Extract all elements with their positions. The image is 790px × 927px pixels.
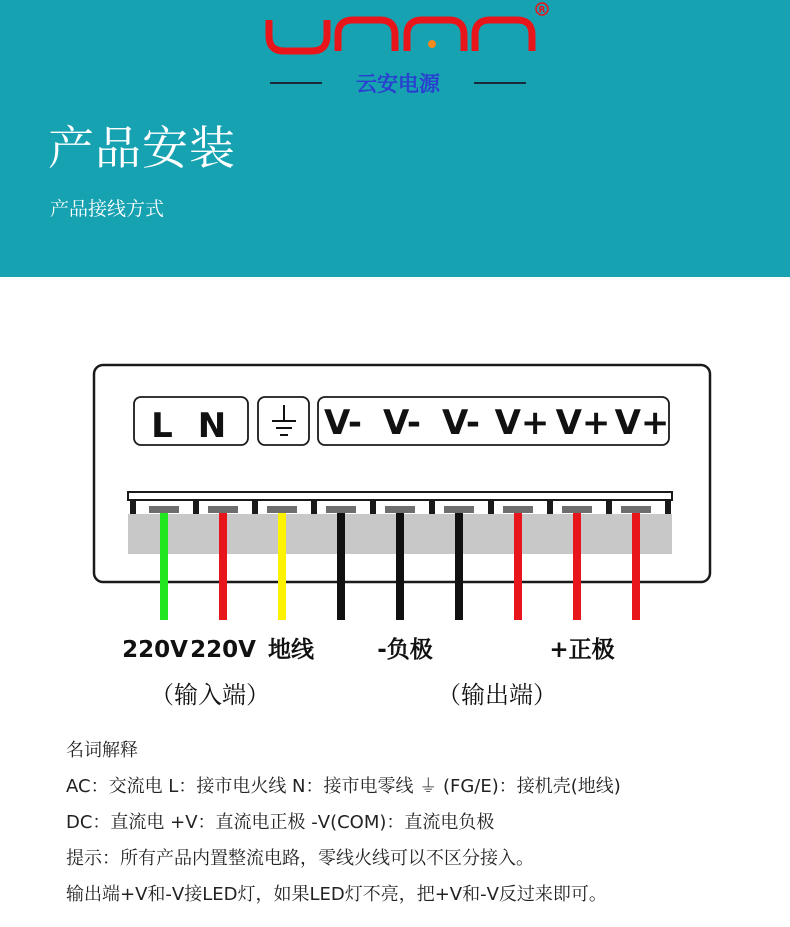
terminal-separator	[130, 500, 136, 514]
terminal-separator	[429, 500, 435, 514]
divider-right	[474, 82, 526, 84]
header-banner	[0, 0, 790, 277]
wire	[514, 513, 522, 620]
section-subtitle: 产品接线方式	[50, 198, 165, 220]
terminal-separator	[665, 500, 671, 514]
terminal-label-output: V+	[494, 403, 550, 443]
terminal-screw	[385, 506, 415, 513]
brand-row	[270, 66, 526, 100]
terminal-screw	[149, 506, 179, 513]
input-group-label: （输入端）	[150, 681, 270, 709]
terminal-label-output: V+	[555, 403, 611, 443]
wire-label-ground: 地线	[268, 637, 314, 663]
glossary-line-1: AC：交流电 L：接市电火线 N：接市电零线 ⏚ (FG/E)：接机壳(地线)	[66, 776, 621, 797]
output-group-label: （输出端）	[437, 681, 557, 709]
terminal-screw	[621, 506, 651, 513]
wire-label-l: 220V	[122, 637, 188, 663]
terminal-screw	[562, 506, 592, 513]
terminal-separator	[193, 500, 199, 514]
wire	[219, 513, 227, 620]
terminal-screw	[208, 506, 238, 513]
terminal-separator	[547, 500, 553, 514]
wire	[632, 513, 640, 620]
terminal-label-output: V-	[324, 403, 362, 443]
divider-left	[270, 82, 322, 84]
wire	[160, 513, 168, 620]
terminal-strip-top	[128, 492, 672, 500]
glossary-line-4: 输出端+V和-V接LED灯，如果LED灯不亮，把+V和-V反过来即可。	[66, 884, 607, 905]
terminal-label-n: N	[197, 406, 227, 446]
terminal-label-l: L	[151, 406, 173, 446]
wire	[573, 513, 581, 620]
terminal-label-output: V-	[383, 403, 421, 443]
wire	[396, 513, 404, 620]
terminal-separator	[606, 500, 612, 514]
wire-label-negative: -负极	[377, 637, 433, 663]
wire	[455, 513, 463, 620]
wire	[278, 513, 286, 620]
terminal-separator	[311, 500, 317, 514]
terminal-separator	[488, 500, 494, 514]
unan-logo	[262, 0, 562, 62]
terminal-screw	[326, 506, 356, 513]
wiring-diagram	[0, 277, 790, 717]
terminal-separator	[252, 500, 258, 514]
wire-label-n: 220V	[190, 637, 256, 663]
terminal-screw	[444, 506, 474, 513]
brand-name: 云安电源	[356, 72, 440, 96]
terminal-label-output: V+	[614, 403, 670, 443]
glossary-title: 名词解释	[66, 740, 138, 761]
terminal-screw	[267, 506, 297, 513]
terminal-separator	[370, 500, 376, 514]
glossary-line-3: 提示：所有产品内置整流电路，零线火线可以不区分接入。	[66, 848, 534, 869]
svg-text:R: R	[538, 5, 546, 16]
glossary-line-2: DC：直流电 +V：直流电正极 -V(COM)：直流电负极	[66, 812, 495, 833]
section-title: 产品安装	[48, 121, 236, 175]
terminal-label-output: V-	[442, 403, 480, 443]
terminal-screw	[503, 506, 533, 513]
wire-label-positive: +正极	[549, 637, 615, 663]
wire	[337, 513, 345, 620]
